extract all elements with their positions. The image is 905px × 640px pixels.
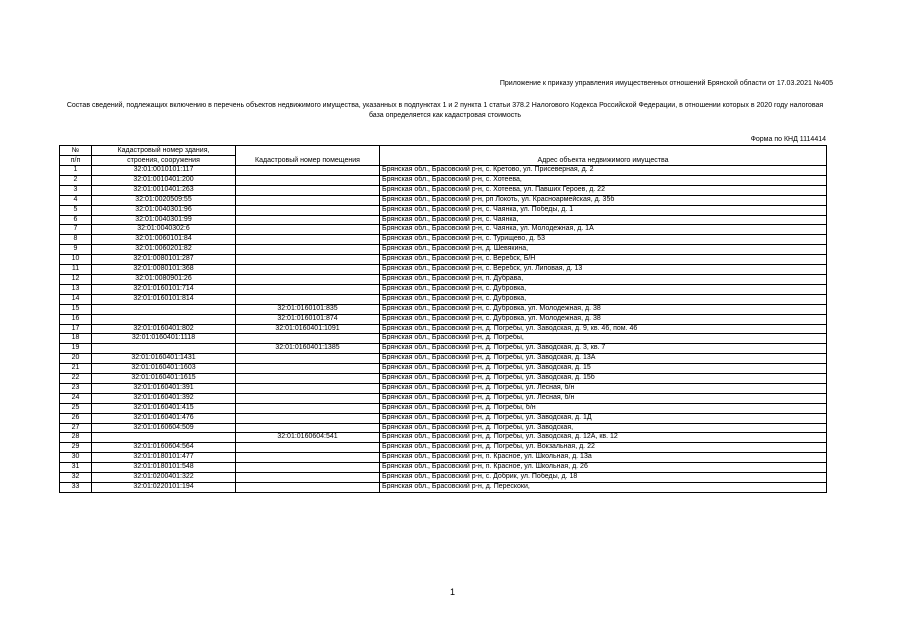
room-cadastral-cell: 32:01:0160401:1385 — [236, 344, 380, 354]
building-cadastral-cell: 32:01:0160401:1603 — [92, 364, 236, 374]
address-cell: Брянская обл., Брасовский р-н, с. Чаянка, — [380, 215, 827, 225]
header-building-line1: Кадастровый номер здания, — [92, 146, 236, 156]
address-cell: Брянская обл., Брасовский р-н, д. Погребы, ул. Заводская, д. 3, кв. 7 — [380, 344, 827, 354]
property-registry-table — [59, 145, 827, 493]
building-cadastral-cell — [92, 433, 236, 443]
row-number-cell: 18 — [60, 334, 92, 344]
building-cadastral-cell: 32:01:0010101:117 — [92, 166, 236, 176]
address-cell: Брянская обл., Брасовский р-н, д. Погребы, — [380, 334, 827, 344]
room-cadastral-cell — [236, 245, 380, 255]
table-body — [60, 166, 827, 493]
header-room-cadastral: Кадастровый номер помещения — [236, 146, 380, 166]
building-cadastral-cell: 32:01:0160401:802 — [92, 324, 236, 334]
room-cadastral-cell — [236, 166, 380, 176]
address-cell: Брянская обл., Брасовский р-н, с. Дубровка, ул. Молодежная, д. 38 — [380, 304, 827, 314]
building-cadastral-cell: 32:01:0060201:82 — [92, 245, 236, 255]
row-number-cell: 8 — [60, 235, 92, 245]
room-cadastral-cell — [236, 205, 380, 215]
room-cadastral-cell — [236, 265, 380, 275]
address-cell: Брянская обл., Брасовский р-н, с. Дубровка, ул. Молодежная, д. 38 — [380, 314, 827, 324]
room-cadastral-cell — [236, 453, 380, 463]
address-cell: Брянская обл., Брасовский р-н, д. Погребы, ул. Лесная, б/н — [380, 383, 827, 393]
address-cell: Брянская обл., Брасовский р-н, д. Перескоки, — [380, 483, 827, 493]
table-row — [60, 215, 827, 225]
row-number-cell: 17 — [60, 324, 92, 334]
room-cadastral-cell — [236, 364, 380, 374]
address-cell: Брянская обл., Брасовский р-н, с. Хотеева, ул. Павших Героев, д. 22 — [380, 185, 827, 195]
building-cadastral-cell: 32:01:0160401:476 — [92, 413, 236, 423]
room-cadastral-cell — [236, 255, 380, 265]
row-number-cell: 3 — [60, 185, 92, 195]
building-cadastral-cell — [92, 314, 236, 324]
row-number-cell: 9 — [60, 245, 92, 255]
building-cadastral-cell: 32:01:0040301:96 — [92, 205, 236, 215]
address-cell: Брянская обл., Брасовский р-н, с. Дубровка, — [380, 284, 827, 294]
table-row — [60, 195, 827, 205]
room-cadastral-cell — [236, 473, 380, 483]
room-cadastral-cell — [236, 185, 380, 195]
table-row — [60, 364, 827, 374]
building-cadastral-cell: 32:01:0040301:99 — [92, 215, 236, 225]
address-cell: Брянская обл., Брасовский р-н, д. Погребы, ул. Заводская, д. 13А — [380, 354, 827, 364]
row-number-cell: 6 — [60, 215, 92, 225]
building-cadastral-cell: 32:01:0180101:477 — [92, 453, 236, 463]
room-cadastral-cell — [236, 443, 380, 453]
address-cell: Брянская обл., Брасовский р-н, с. Хотеева, — [380, 175, 827, 185]
room-cadastral-cell — [236, 354, 380, 364]
row-number-cell: 14 — [60, 294, 92, 304]
address-cell: Брянская обл., Брасовский р-н, с. Чаянка, ул. Молодежная, д. 1А — [380, 225, 827, 235]
address-cell: Брянская обл., Брасовский р-н, с. Чаянка, ул. Победы, д. 1 — [380, 205, 827, 215]
table-row — [60, 304, 827, 314]
table-row — [60, 205, 827, 215]
address-cell: Брянская обл., Брасовский р-н, д. Погребы, ул. Заводская, д. 9, кв. 46, пом. 46 — [380, 324, 827, 334]
room-cadastral-cell — [236, 274, 380, 284]
building-cadastral-cell — [92, 304, 236, 314]
address-cell: Брянская обл., Брасовский р-н, д. Погребы, ул. Заводская, д. 1Д — [380, 413, 827, 423]
table-row — [60, 463, 827, 473]
row-number-cell: 29 — [60, 443, 92, 453]
row-number-cell: 23 — [60, 383, 92, 393]
row-number-cell: 19 — [60, 344, 92, 354]
row-number-cell: 10 — [60, 255, 92, 265]
room-cadastral-cell — [236, 383, 380, 393]
room-cadastral-cell: 32:01:0160101:835 — [236, 304, 380, 314]
row-number-cell: 15 — [60, 304, 92, 314]
address-cell: Брянская обл., Брасовский р-н, с. Кретово, ул. Присеверная, д. 2 — [380, 166, 827, 176]
room-cadastral-cell — [236, 195, 380, 205]
room-cadastral-cell — [236, 483, 380, 493]
row-number-cell: 2 — [60, 175, 92, 185]
row-number-cell: 33 — [60, 483, 92, 493]
header-number-line1: № — [60, 146, 92, 156]
building-cadastral-cell: 32:01:0160401:415 — [92, 403, 236, 413]
table-row — [60, 185, 827, 195]
row-number-cell: 21 — [60, 364, 92, 374]
table-row — [60, 473, 827, 483]
table-row — [60, 294, 827, 304]
row-number-cell: 24 — [60, 393, 92, 403]
address-cell: Брянская обл., Брасовский р-н, д. Погребы, ул. Заводская, д. 15 — [380, 364, 827, 374]
room-cadastral-cell — [236, 403, 380, 413]
building-cadastral-cell: 32:01:0160101:814 — [92, 294, 236, 304]
address-cell: Брянская обл., Брасовский р-н, д. Погребы, б/н — [380, 403, 827, 413]
row-number-cell: 30 — [60, 453, 92, 463]
header-building-line2: строения, сооружения — [92, 156, 236, 166]
table-row — [60, 403, 827, 413]
building-cadastral-cell: 32:01:0160401:392 — [92, 393, 236, 403]
room-cadastral-cell: 32:01:0160401:1091 — [236, 324, 380, 334]
table-row — [60, 334, 827, 344]
address-cell: Брянская обл., Брасовский р-н, д. Погребы, ул. Заводская, д. 12А, кв. 12 — [380, 433, 827, 443]
row-number-cell: 25 — [60, 403, 92, 413]
room-cadastral-cell: 32:01:0160101:874 — [236, 314, 380, 324]
room-cadastral-cell — [236, 393, 380, 403]
table-row — [60, 225, 827, 235]
room-cadastral-cell — [236, 463, 380, 473]
row-number-cell: 1 — [60, 166, 92, 176]
address-cell: Брянская обл., Брасовский р-н, с. Турищево, д. 53 — [380, 235, 827, 245]
building-cadastral-cell: 32:01:0160401:1431 — [92, 354, 236, 364]
building-cadastral-cell: 32:01:0040302:6 — [92, 225, 236, 235]
address-cell: Брянская обл., Брасовский р-н, рп Локоть, ул. Красноармейская, д. 35б — [380, 195, 827, 205]
building-cadastral-cell: 32:01:0180101:548 — [92, 463, 236, 473]
building-cadastral-cell: 32:01:0020509:55 — [92, 195, 236, 205]
room-cadastral-cell — [236, 284, 380, 294]
table-row — [60, 393, 827, 403]
table-row — [60, 433, 827, 443]
room-cadastral-cell — [236, 294, 380, 304]
row-number-cell: 20 — [60, 354, 92, 364]
header-number-line2: п/п — [60, 156, 92, 166]
order-reference: Приложение к приказу управления имущественных отношений Брянской области от 17.03.2021 №405 — [499, 80, 833, 87]
building-cadastral-cell: 32:01:0160101:714 — [92, 284, 236, 294]
address-cell: Брянская обл., Брасовский р-н, с. Веребск, ул. Липовая, д. 13 — [380, 265, 827, 275]
table-row — [60, 443, 827, 453]
table-row — [60, 354, 827, 364]
table-row — [60, 374, 827, 384]
row-number-cell: 7 — [60, 225, 92, 235]
row-number-cell: 28 — [60, 433, 92, 443]
table-row — [60, 413, 827, 423]
table-header — [60, 146, 827, 166]
building-cadastral-cell: 32:01:0060101:84 — [92, 235, 236, 245]
table-row — [60, 265, 827, 275]
address-cell: Брянская обл., Брасовский р-н, д. Шевякина, — [380, 245, 827, 255]
table-row — [60, 274, 827, 284]
building-cadastral-cell: 32:01:0080101:368 — [92, 265, 236, 275]
building-cadastral-cell: 32:01:0010401:263 — [92, 185, 236, 195]
row-number-cell: 31 — [60, 463, 92, 473]
row-number-cell: 4 — [60, 195, 92, 205]
building-cadastral-cell: 32:01:0220101:194 — [92, 483, 236, 493]
building-cadastral-cell: 32:01:0010401:200 — [92, 175, 236, 185]
building-cadastral-cell: 32:01:0080901:26 — [92, 274, 236, 284]
table-row — [60, 175, 827, 185]
table-row — [60, 423, 827, 433]
building-cadastral-cell: 32:01:0160401:1615 — [92, 374, 236, 384]
table-row — [60, 483, 827, 493]
address-cell: Брянская обл., Брасовский р-н, п. Дубрава, — [380, 274, 827, 284]
row-number-cell: 26 — [60, 413, 92, 423]
building-cadastral-cell: 32:01:0160401:391 — [92, 383, 236, 393]
room-cadastral-cell — [236, 413, 380, 423]
row-number-cell: 32 — [60, 473, 92, 483]
table-row — [60, 383, 827, 393]
room-cadastral-cell — [236, 423, 380, 433]
room-cadastral-cell — [236, 175, 380, 185]
table-header-row-top — [60, 146, 827, 156]
page-number: 1 — [449, 587, 455, 597]
building-cadastral-cell: 32:01:0200401:322 — [92, 473, 236, 483]
table-row — [60, 245, 827, 255]
address-cell: Брянская обл., Брасовский р-н, д. Погребы, ул. Заводская, д. 15б — [380, 374, 827, 384]
address-cell: Брянская обл., Брасовский р-н, с. Веребск, Б/Н — [380, 255, 827, 265]
room-cadastral-cell — [236, 225, 380, 235]
room-cadastral-cell: 32:01:0160604:541 — [236, 433, 380, 443]
room-cadastral-cell — [236, 374, 380, 384]
row-number-cell: 27 — [60, 423, 92, 433]
address-cell: Брянская обл., Брасовский р-н, п. Красное, ул. Школьная, д. 26 — [380, 463, 827, 473]
room-cadastral-cell — [236, 235, 380, 245]
table-row — [60, 453, 827, 463]
form-code: Форма по КНД 1114414 — [750, 136, 826, 143]
address-cell: Брянская обл., Брасовский р-н, д. Погребы, ул. Лесная, б/н — [380, 393, 827, 403]
address-cell: Брянская обл., Брасовский р-н, д. Погребы, ул. Заводская, — [380, 423, 827, 433]
building-cadastral-cell: 32:01:0080101:287 — [92, 255, 236, 265]
row-number-cell: 13 — [60, 284, 92, 294]
table-row — [60, 284, 827, 294]
row-number-cell: 22 — [60, 374, 92, 384]
room-cadastral-cell — [236, 334, 380, 344]
row-number-cell: 5 — [60, 205, 92, 215]
address-cell: Брянская обл., Брасовский р-н, п. Красное, ул. Школьная, д. 13а — [380, 453, 827, 463]
building-cadastral-cell: 32:01:0160604:564 — [92, 443, 236, 453]
table-row — [60, 324, 827, 334]
document-title: Состав сведений, подлежащих включению в перечень объектов недвижимого имущества, указанных в подпунктах 1 и 2 пункта 1 статьи 378.2 Налогового Кодекса Российской Федерации, в отношении которых в 2020 году налоговая база определяется как кадастровая стоимость — [66, 102, 824, 119]
row-number-cell: 12 — [60, 274, 92, 284]
table-row — [60, 314, 827, 324]
building-cadastral-cell — [92, 344, 236, 354]
row-number-cell: 16 — [60, 314, 92, 324]
table-row — [60, 235, 827, 245]
address-cell: Брянская обл., Брасовский р-н, с. Дубровка, — [380, 294, 827, 304]
room-cadastral-cell — [236, 215, 380, 225]
table-row — [60, 255, 827, 265]
row-number-cell: 11 — [60, 265, 92, 275]
building-cadastral-cell: 32:01:0160401:1118 — [92, 334, 236, 344]
table-row — [60, 166, 827, 176]
header-address: Адрес объекта недвижимого имущества — [380, 146, 827, 166]
address-cell: Брянская обл., Брасовский р-н, с. Добрик, ул. Победы, д. 18 — [380, 473, 827, 483]
address-cell: Брянская обл., Брасовский р-н, д. Погребы, ул. Вокзальная, д. 22 — [380, 443, 827, 453]
building-cadastral-cell: 32:01:0160604:509 — [92, 423, 236, 433]
table-row — [60, 344, 827, 354]
